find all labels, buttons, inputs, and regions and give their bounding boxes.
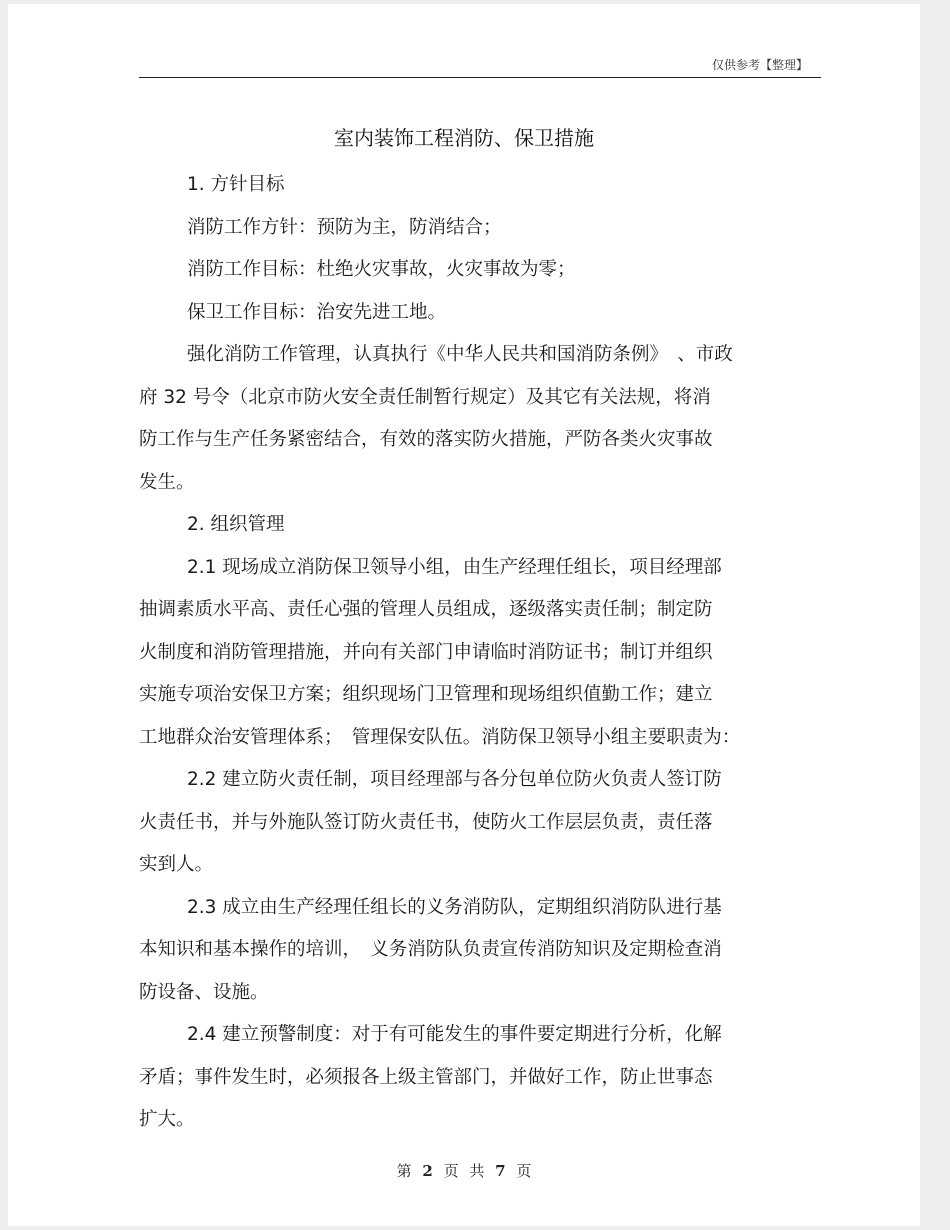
text-line: 发生。 [139,471,195,493]
text-line: 矛盾；事件发生时，必须报各上级主管部门，并做好工作，防止世事态 [139,1066,713,1088]
footer-middle: 页 共 [443,1162,485,1180]
footer-prefix: 第 [396,1162,412,1180]
text-line: 消防工作目标：杜绝火灾事故，火灾事故为零； [187,259,576,280]
document-title: 室内装饰工程消防、保卫措施 [334,126,594,150]
text-line: 工地群众治安管理体系； 管理保安队伍。消防保卫领导小组主要职责为： [139,726,741,748]
text-line: 火制度和消防管理措施，并向有关部门申请临时消防证书；制订并组织 [139,641,713,663]
text-line: 防设备、设施。 [139,981,269,1003]
text-line: 保卫工作目标：治安先进工地。 [187,301,447,323]
text-line: 2.1 现场成立消防保卫领导小组，由生产经理任组长，项目经理部 [187,556,722,578]
footer-suffix: 页 [516,1162,532,1180]
text-line: 2.4 建立预警制度：对于有可能发生的事件要定期进行分析，化解 [187,1024,722,1045]
header-note: 仅供参考【整理】 [711,58,808,72]
text-line: 2. 组织管理 [187,514,285,535]
text-line: 1. 方针目标 [187,174,285,195]
text-line: 抽调素质水平高、责任心强的管理人员组成，逐级落实责任制；制定防 [139,599,713,620]
page-footer [8,1160,920,1181]
text-line: 实到人。 [139,854,214,875]
text-line: 本知识和基本操作的培训， 义务消防队负责宣传消防知识及定期检查消 [139,939,722,960]
text-line: 府 32 号令（北京市防火安全责任制暂行规定）及其它有关法规，将消 [139,386,711,408]
text-line: 消防工作方针：预防为主，防消结合； [187,216,502,238]
document-page [8,4,920,1226]
header-rule [139,77,821,78]
footer-total-pages: 7 [495,1162,506,1180]
text-line: 扩大。 [139,1109,195,1130]
document-body [139,164,821,1142]
text-line: 强化消防工作管理，认真执行《中华人民共和国消防条例》 、市政 [187,344,733,365]
text-line: 实施专项治安保卫方案；组织现场门卫管理和现场组织值勤工作；建立 [139,684,713,705]
footer-current-page: 2 [422,1162,433,1180]
text-line: 火责任书，并与外施队签订防火责任书，使防火工作层层负责，责任落 [139,811,713,833]
text-line: 2.3 成立由生产经理任组长的义务消防队，定期组织消防队进行基 [187,896,722,918]
text-line: 2.2 建立防火责任制，项目经理部与各分包单位防火负责人签订防 [187,769,722,790]
text-line: 防工作与生产任务紧密结合，有效的落实防火措施，严防各类火灾事故 [139,429,713,450]
